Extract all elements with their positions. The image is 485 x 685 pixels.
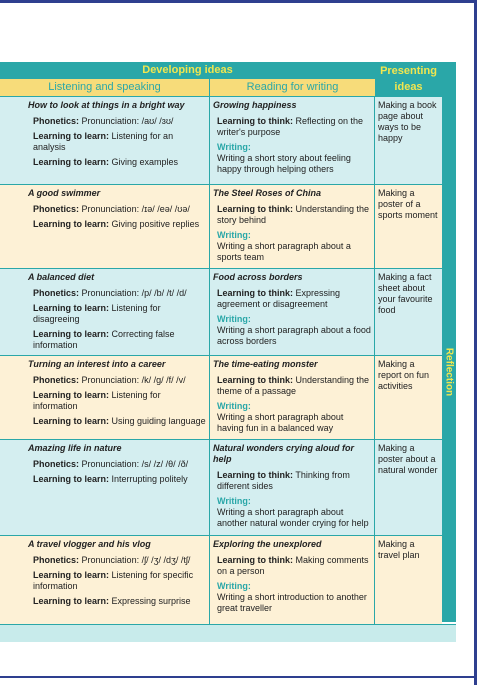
ls-title: How to look at things in a bright way <box>28 100 185 110</box>
learn-text: Using guiding language <box>111 416 206 426</box>
learn-text: Correcting false information <box>33 329 175 350</box>
learn-text: Listening for specific information <box>33 570 194 591</box>
header-reading-writing: Reading for writing <box>210 79 375 96</box>
learn-text: Listening for disagreeing <box>33 303 161 324</box>
present-text: Making a poster about a natural wonder <box>378 443 438 475</box>
header-listening-speaking: Listening and speaking <box>0 79 210 96</box>
writing-text: Writing a short introduction to another great traveller <box>217 592 367 613</box>
rw-title: The time-eating monster <box>213 359 318 369</box>
present-text: Making a report on fun activities <box>378 359 430 391</box>
table-row: How to look at things in a bright way Phonetics: Pronunciation: /aʊ/ /ɜʊ/ Learning to learn: Listening for an analysis Learning to learn: Giving examples Growing happiness Learning to think: Reflecting on the writer's purpose Writing: Writing a short story about feeling happy through helping others Making a book page about ways to be happy <box>0 96 442 184</box>
header-presenting-line1: Presenting <box>380 65 437 77</box>
present-text: Making a travel plan <box>378 539 420 560</box>
writing-text: Writing a short paragraph about another natural wonder crying for help <box>217 507 369 528</box>
rw-title: Exploring the unexplored <box>213 539 322 549</box>
header-presenting-line2: ideas <box>394 81 423 93</box>
present-text: Making a poster of a sports moment <box>378 188 438 220</box>
phonetics-text: Pronunciation: /s/ /z/ /θ/ /ð/ <box>81 459 189 469</box>
present-text: Making a fact sheet about your favourite food <box>378 272 433 315</box>
learn-text: Giving examples <box>111 157 179 167</box>
ls-title: A good swimmer <box>28 188 101 198</box>
phonetics-text: Pronunciation: /aʊ/ /ɜʊ/ <box>81 116 174 126</box>
table-footer-bar <box>0 624 456 642</box>
phonetics-text: Pronunciation: /ɪə/ /eə/ /ʊə/ <box>81 204 190 214</box>
writing-text: Writing a short paragraph about having fun in a balanced way <box>217 412 344 433</box>
frame-border-right <box>474 0 477 685</box>
table-row: Amazing life in nature Phonetics: Pronunciation: /s/ /z/ /θ/ /ð/ Learning to learn: Interrupting politely Natural wonders crying aloud for help Learning to think: Thinking from different sides Writing: Writing a short paragraph about another natural wonder crying for help Making a poster about a natural wonder <box>0 439 442 535</box>
think-text: Understanding the theme of a passage <box>217 375 370 396</box>
reflection-label: Reflection <box>443 347 455 397</box>
think-text: Making comments on a person <box>217 555 369 576</box>
learn-text: Listening for an analysis <box>33 131 174 152</box>
ls-title: A travel vlogger and his vlog <box>28 539 151 549</box>
header-developing-ideas: Developing ideas <box>0 62 375 79</box>
phonetics-text: Pronunciation: /ʃ/ /ʒ/ /dʒ/ /tʃ/ <box>81 555 191 565</box>
rw-title: Growing happiness <box>213 100 297 110</box>
ls-title: A balanced diet <box>28 272 95 282</box>
learn-text: Giving positive replies <box>111 219 200 229</box>
phonetics-text: Pronunciation: /p/ /b/ /t/ /d/ <box>81 288 187 298</box>
contents-table <box>0 62 456 642</box>
learn-text: Interrupting politely <box>111 474 188 484</box>
think-text: Expressing agreement or disagreement <box>217 288 341 309</box>
frame-border-top <box>0 0 474 3</box>
table-row: A travel vlogger and his vlog Phonetics: Pronunciation: /ʃ/ /ʒ/ /dʒ/ /tʃ/ Learning to learn: Listening for specific information Learning to learn: Expressing surprise Exploring the unexplored Learning to think: Making comments on a person Writing: Writing a short introduction to another great traveller Making a travel plan <box>0 535 442 624</box>
rw-title: Food across borders <box>213 272 303 282</box>
writing-text: Writing a short paragraph about a sports team <box>217 241 351 262</box>
present-text: Making a book page about ways to be happy <box>378 100 437 143</box>
phonetics-text: Pronunciation: /k/ /g/ /f/ /v/ <box>81 375 186 385</box>
table-row: A good swimmer Phonetics: Pronunciation: /ɪə/ /eə/ /ʊə/ Learning to learn: Giving positive replies The Steel Roses of China Learning to think: Understanding the story behind Writing: Writing a short paragraph about a sports team Making a poster of a sports moment <box>0 184 442 268</box>
rw-title: Natural wonders crying aloud for help <box>213 443 355 464</box>
header-presenting-ideas <box>375 62 442 96</box>
learn-text: Expressing surprise <box>111 596 191 606</box>
ls-title: Amazing life in nature <box>28 443 122 453</box>
think-text: Reflecting on the writer's purpose <box>217 116 364 137</box>
think-text: Understanding the story behind <box>217 204 370 225</box>
ls-title: Turning an interest into a career <box>28 359 166 369</box>
table-row: A balanced diet Phonetics: Pronunciation: /p/ /b/ /t/ /d/ Learning to learn: Listening for disagreeing Learning to learn: Correcting false information Food across borders Learning to think: Expressing agreement or disagreement Writing: Writing a short paragraph about a food across borders Making a fact sheet about your favourite food <box>0 268 442 355</box>
table-row: Turning an interest into a career Phonetics: Pronunciation: /k/ /g/ /f/ /v/ Learning to learn: Listening for information Learning to learn: Using guiding language The time-eating monster Learning to think: Understanding the theme of a passage Writing: Writing a short paragraph about having fun in a balanced way Making a report on fun activities <box>0 355 442 439</box>
writing-text: Writing a short paragraph about a food across borders <box>217 325 371 346</box>
learn-text: Listening for information <box>33 390 161 411</box>
rw-title: The Steel Roses of China <box>213 188 322 198</box>
writing-text: Writing a short story about feeling happy through helping others <box>217 153 351 174</box>
frame-border-bottom <box>0 676 477 678</box>
think-text: Thinking from different sides <box>217 470 350 491</box>
